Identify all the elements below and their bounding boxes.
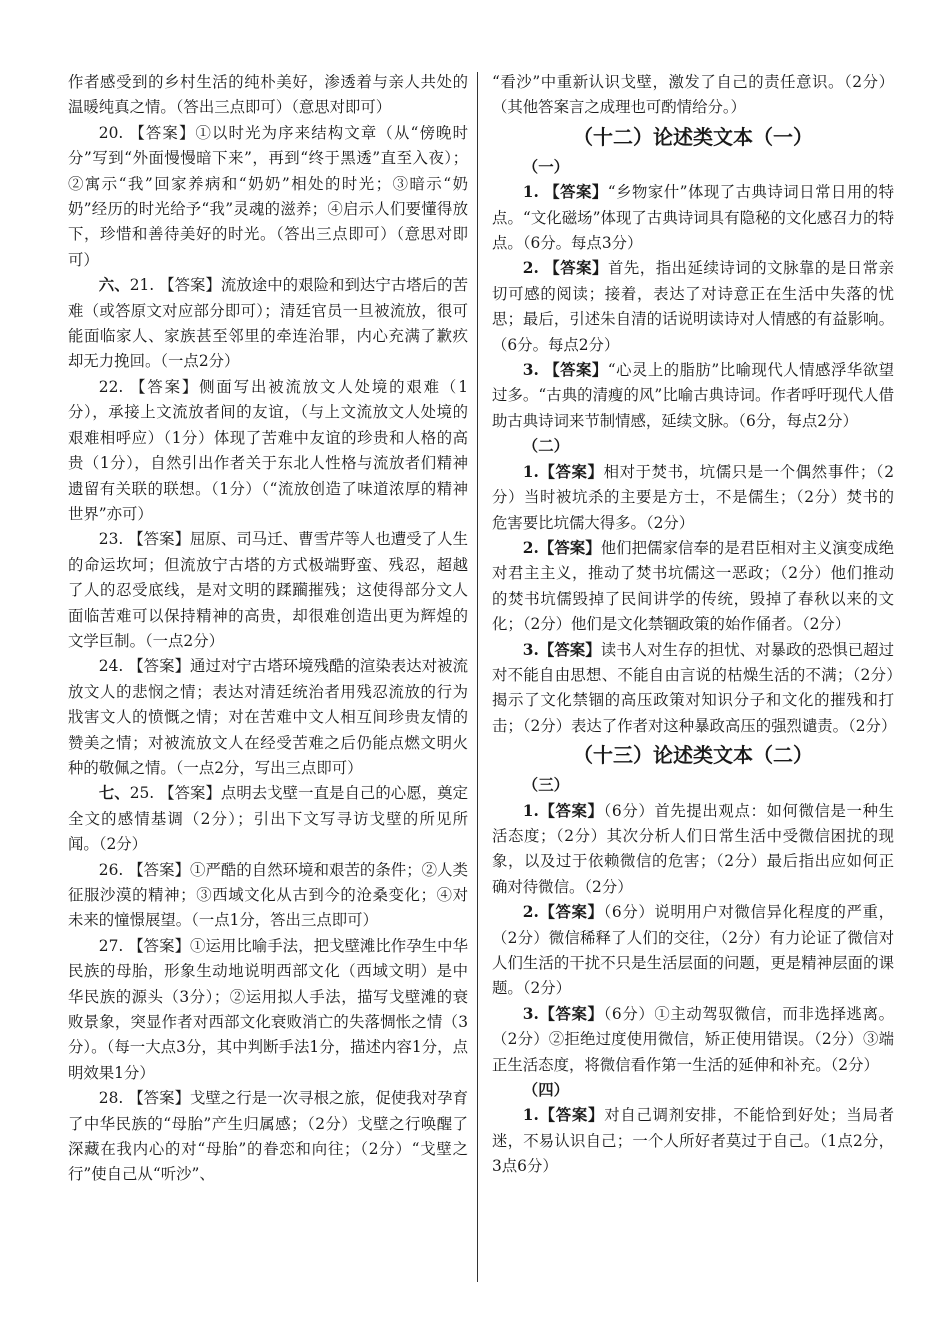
section-number: 七、 bbox=[98, 784, 130, 803]
paragraph: “看沙”中重新认识戈壁，激发了自己的责任意识。（2分）（其他答案言之成理也可酌情给分。） bbox=[492, 73, 894, 117]
question-number: 1. bbox=[522, 183, 539, 202]
answer-tag: 【答案】 bbox=[128, 657, 191, 676]
answer-2-3 bbox=[492, 638, 897, 740]
answer-tag: 【答案】 bbox=[538, 462, 604, 481]
question-number: 2. bbox=[522, 903, 539, 922]
answer-3-2 bbox=[492, 900, 894, 1002]
answer-text: 对自己调剂安排，不能恰到好处；当局者迷，不易认识自己；一个人所好者莫过于自己。（1点2分，3点6分） bbox=[492, 1106, 894, 1176]
column-divider bbox=[477, 72, 478, 1282]
question-number: 1. bbox=[522, 462, 539, 481]
answer-27 bbox=[68, 934, 468, 1086]
answer-text: 屈原、司马迁、曹雪芹等人也遭受了人生的命运坎坷；但流放宁古塔的方式极端野蛮、残忍，超越了人的忍受底线，是对文明的蹂躏摧残；这使得部分文人面临苦难可以保持精神的高贵，却很难创造出更为辉煌的文学巨制。（一点2分） bbox=[68, 530, 468, 650]
question-number: 21. bbox=[129, 276, 155, 295]
answer-text: 读书人对生存的担忧、对暴政的恐惧已超过对不能自由思想、不能自由言说的枯燥生活的不满；（2分）揭示了文化禁锢的高压政策对知识分子和文化的摧残和打击；（2分）表达了作者对这种暴政高压的强烈谴责。（2分） bbox=[492, 640, 897, 735]
answer-text: “心灵上的脂肪”比喻现代人情感浮华欲望过多。“古典的清瘦的风”比喻古典诗词。作者呼吁现代人借助古典诗词来节制情感，延续文脉。（6分，每点2分） bbox=[492, 361, 894, 430]
answer-tag: 【答案】 bbox=[538, 640, 601, 659]
answer-text: ①运用比喻手法，把戈壁滩比作孕生中华民族的母胎，形象生动地说明西部文化（西域文明）是中华民族的源头（3分）；②运用拟人手法，描写戈壁滩的衰败景象，突显作者对西部文化衰败消亡的失落惆怅之情（3分）。（每一大点3分，其中判断手法1分，描述内容1分，点明效果1分） bbox=[68, 936, 468, 1082]
answer-tag: 【答案】 bbox=[129, 123, 196, 142]
subsection-label: （二） bbox=[522, 437, 569, 456]
answer-26 bbox=[68, 858, 468, 934]
answer-tag: 【答案】 bbox=[128, 936, 191, 955]
answer-tag: 【答案】 bbox=[544, 259, 608, 278]
answer-text: （6分）①主动驾驭微信，而非选择逃离。（2分）②拒绝过度使用微信，矫正使用错误。（2分）③端正生活态度，将微信看作第一生活的延伸和补充。（2分） bbox=[492, 1004, 894, 1074]
answer-tag: 【答案】 bbox=[538, 538, 601, 557]
answer-1-1 bbox=[492, 180, 894, 256]
answer-text: 点明去戈壁一直是自己的心愿，奠定全文的感情基调（2分）；引出下文写寻访戈壁的所见所闻。（2分） bbox=[68, 784, 468, 854]
answer-tag: 【答案】 bbox=[128, 530, 191, 549]
answer-24 bbox=[68, 654, 468, 781]
question-number: 2. bbox=[522, 538, 539, 557]
question-number: 22. bbox=[98, 377, 124, 396]
answer-20 bbox=[68, 121, 468, 273]
answer-tag: 【答案】 bbox=[538, 1004, 604, 1023]
answer-23 bbox=[68, 527, 468, 654]
answer-1-3 bbox=[492, 358, 894, 434]
subsection-label: （四） bbox=[522, 1081, 569, 1100]
answer-tag: 【答案】 bbox=[538, 903, 604, 922]
answer-text: 戈壁之行是一次寻根之旅，促使我对孕育了中华民族的“母胎”产生归属感；（2分）戈壁之行唤醒了深藏在我内心的对“母胎”的眷恋和向往；（2分）“戈壁之行”使自己从“听沙”、 bbox=[68, 1089, 468, 1184]
answer-tag: 【答案】 bbox=[130, 377, 200, 396]
answer-tag: 【答案】 bbox=[538, 1106, 605, 1125]
answer-text: ①以时光为序来结构文章（从“傍晚时分”写到“外面慢慢暗下来”，再到“终于黑透”直至入夜）；②寓示“我”回家养病和“奶奶”相处的时光；③暗示“奶奶”经历的时光给予“我”灵魂的滋养；④启示人们要懂得放下，珍惜和善待美好的时光。（答出三点即可）（意思对即可） bbox=[68, 123, 468, 269]
question-number: 23. bbox=[98, 530, 124, 549]
answer-22 bbox=[68, 375, 468, 527]
question-number: 2. bbox=[522, 259, 539, 278]
answer-tag: 【答案】 bbox=[544, 183, 608, 202]
question-number: 3. bbox=[522, 640, 539, 659]
question-number: 27. bbox=[98, 936, 124, 955]
answer-25 bbox=[68, 781, 468, 857]
answer-1-2 bbox=[492, 256, 894, 358]
answer-tag: 【答案】 bbox=[128, 1089, 191, 1108]
answer-tag: 【答案】 bbox=[544, 361, 608, 380]
answer-text: 流放途中的艰险和到达宁古塔后的苦难（或答原文对应部分即可）；清廷官员一旦被流放，很可能面临家人、家族甚至邻里的牵连治罪，内心充满了歉疚却无力挽回。（一点2分） bbox=[68, 276, 468, 371]
answer-tag: 【答案】 bbox=[538, 801, 604, 820]
subsection-label: （三） bbox=[522, 776, 569, 795]
answer-2-1 bbox=[492, 460, 894, 536]
answer-tag: 【答案】 bbox=[159, 276, 221, 295]
answer-tag: 【答案】 bbox=[159, 784, 221, 803]
answer-21 bbox=[68, 273, 468, 375]
answer-text: 相对于焚书，坑儒只是一个偶然事件；（2分）当时被坑杀的主要是方士，不是儒生；（2分）焚书的危害要比坑儒大得多。（2分） bbox=[492, 462, 894, 532]
question-number: 20. bbox=[98, 123, 124, 142]
answer-text: 他们把儒家信奉的是君臣相对主义演变成绝对君主主义，推动了焚书坑儒这一恶政；（2分）他们推动的焚书坑儒毁掉了民间讲学的传统，毁掉了春秋以来的文化；（2分）他们是文化禁锢政策的始作俑者。（2分） bbox=[492, 538, 894, 634]
answer-4-1 bbox=[492, 1103, 894, 1179]
answer-text: ①严酷的自然环境和艰苦的条件；②人类征服沙漠的精神；③西域文化从古到今的沧桑变化；④对未来的憧憬展望。（一点1分，答出三点即可） bbox=[68, 860, 468, 930]
answer-tag: 【答案】 bbox=[128, 860, 191, 879]
left-column bbox=[68, 70, 468, 1188]
question-number: 3. bbox=[522, 361, 539, 380]
paragraph: 作者感受到的乡村生活的纯朴美好，渗透着与亲人共处的温暖纯真之情。（答出三点即可）（意思对即可） bbox=[68, 73, 468, 117]
question-number: 3. bbox=[522, 1004, 539, 1023]
answer-text: 通过对宁古塔环境残酷的渲染表达对被流放文人的悲悯之情；表达对清廷统治者用残忍流放的行为戕害文人的愤慨之情；对在苦难中文人相互间珍贵友情的赞美之情；对被流放文人在经受苦难之后仍能点燃文明火种的敬佩之情。（一点2分，写出三点即可） bbox=[68, 657, 468, 777]
right-column bbox=[492, 70, 897, 1180]
question-number: 1. bbox=[522, 801, 539, 820]
section-heading: （十三）论述类文本（二） bbox=[573, 743, 813, 768]
question-number: 25. bbox=[129, 784, 155, 803]
answer-3-3 bbox=[492, 1002, 894, 1078]
section-number: 六、 bbox=[98, 276, 130, 295]
answer-28 bbox=[68, 1086, 468, 1188]
section-heading: （十二）论述类文本（一） bbox=[573, 124, 813, 149]
answer-text: 首先，指出延续诗词的文脉靠的是日常亲切可感的阅读；接着，表达了对诗意正在生活中失落的忧思；最后，引述朱自清的话说明读诗对人情感的有益影响。（6分。每点2分） bbox=[492, 259, 894, 354]
answer-3-1 bbox=[492, 799, 894, 901]
answer-text: （6分）说明用户对微信异化程度的严重，（2分）微信稀释了人们的交往，（2分）有力论证了微信对人们生活的干扰不只是生活层面的问题，更是精神层面的课题。（2分） bbox=[492, 903, 894, 998]
question-number: 24. bbox=[98, 657, 124, 676]
answer-text: 侧面写出被流放文人处境的艰难（1分），承接上文流放者间的友谊，（与上文流放文人处境的艰难相呼应）（1分）体现了苦难中友谊的珍贵和人格的高贵（1分），自然引出作者关于东北人性格与流放者们精神遗留有关联的联想。（1分）（“流放创造了味道浓厚的精神世界”亦可） bbox=[68, 377, 468, 523]
question-number: 26. bbox=[98, 860, 124, 879]
subsection-label: （一） bbox=[522, 157, 569, 176]
question-number: 1. bbox=[522, 1106, 539, 1125]
answer-text: （6分）首先提出观点：如何微信是一种生活态度；（2分）其次分析人们日常生活中受微信困扰的现象，以及过于依赖微信的危害；（2分）最后指出应如何正确对待微信。（2分） bbox=[492, 801, 894, 896]
answer-2-2 bbox=[492, 536, 894, 638]
answer-text: “乡物家什”体现了古典诗词日常日用的特点。“文化磁场”体现了古典诗词具有隐秘的文化感召力的特点。（6分。每点3分） bbox=[492, 183, 894, 253]
question-number: 28. bbox=[98, 1089, 124, 1108]
